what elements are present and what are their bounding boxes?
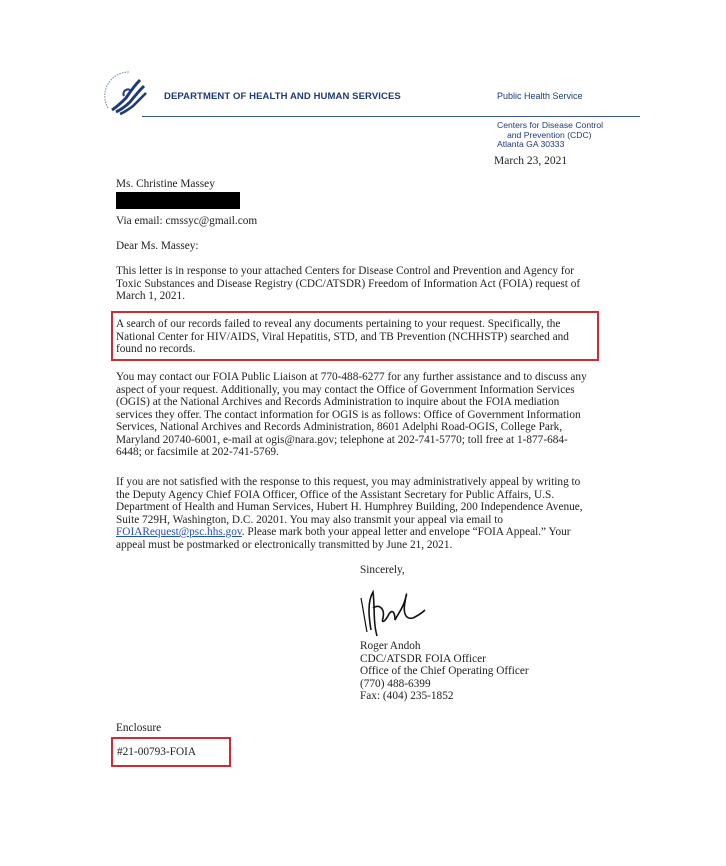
recipient-email: Via email: cmssyc@gmail.com xyxy=(116,215,258,227)
foia-email-link[interactable]: FOIARequest@psc.hhs.gov xyxy=(116,526,242,538)
paragraph-intro: This letter is in response to your attached Centers for Disease Control and Prevention and Agency for Toxic Substances and Disease Registry (CDC/ATSDR) Freedom of Information Act (FOIA) request of March 1, 2021. xyxy=(116,265,581,302)
letter-date: March 23, 2021 xyxy=(494,155,568,167)
signature-image xyxy=(355,578,435,640)
signer-block: Roger Andoh CDC/ATSDR FOIA Officer Office of the Chief Operating Officer (770) 488-6399 Fax: (404) 235-1852 xyxy=(360,640,529,702)
eagle-seal-icon xyxy=(100,66,156,122)
signature xyxy=(355,578,435,640)
service-name: Public Health Service xyxy=(497,91,583,101)
closing: Sincerely, xyxy=(360,564,405,576)
paragraph-appeal: If you are not satisfied with the response to this request, you may administratively appeal by writing to the Deputy Agency Chief FOIA Officer, Office of the Assistant Secretary for Public Affairs, U.S. Department of Health and Human Services, Hubert H. Humphrey Building, 200 Independence Avenue, Suite 729H, Washington, D.C. 20201. You may also transmit your appeal via email to FOIARequest@psc.hhs.gov. Please mark both your appeal letter and envelope “FOIA Appeal.” Your appeal must be postmarked or electronically transmitted by June 21, 2021. xyxy=(116,476,583,551)
recipient-name: Ms. Christine Massey xyxy=(116,178,215,190)
redacted-address xyxy=(116,192,240,209)
hhs-logo xyxy=(100,66,156,122)
department-title: DEPARTMENT OF HEALTH AND HUMAN SERVICES xyxy=(164,91,401,102)
letterhead-rule xyxy=(142,116,640,117)
center-address: Centers for Disease Control and Prevention (CDC) Atlanta GA 30333 xyxy=(497,120,604,150)
enclosure-label: Enclosure xyxy=(116,722,162,734)
paragraph-contact: You may contact our FOIA Public Liaison at 770-488-6277 for any further assistance and to discuss any aspect of your request. Additionally, you may contact the Office of Government Information Services (OGIS) at the National Archives and Records Administration to inquire about the FOIA mediation services they offer. The contact information for OGIS is as follows: Office of Government Information Services, National Archives and Records Administration, 8601 Adelphi Road-OGIS, College Park, Maryland 20740-6001, e-mail at ogis@nara.gov; telephone at 202-741-5770; toll free at 1-877-684- 6448; or facsimile at 202-741-5769. xyxy=(116,371,587,458)
salutation: Dear Ms. Massey: xyxy=(116,240,199,252)
foia-reference: #21-00793-FOIA xyxy=(117,746,197,758)
paragraph-finding: A search of our records failed to reveal any documents pertaining to your request. Specifically, the National Center for HIV/AIDS, Viral Hepatitis, STD, and TB Prevention (NCHHSTP) searched and found no records. xyxy=(116,318,569,355)
